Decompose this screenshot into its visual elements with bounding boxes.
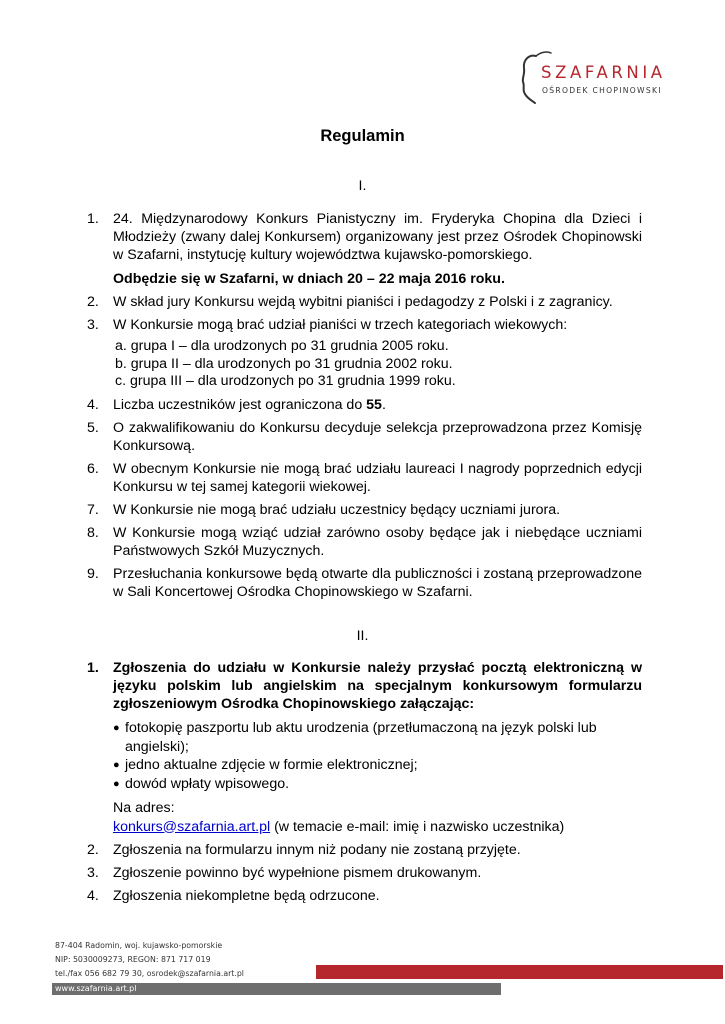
list-item: 3. Zgłoszenie powinno być wypełnione pismem drukowanym.: [87, 865, 482, 881]
footer-tax-ids: NIP: 5030009273, REGON: 871 717 019: [55, 955, 211, 964]
list-item: 8. W Konkursie mogą wziąć udział zarówno osoby będące jak i niebędące uczniami Państwowych Szkół Muzycznych.: [87, 524, 642, 559]
list-item: 7. W Konkursie nie mogą brać udziału uczestnicy będący uczniami jurora.: [87, 501, 561, 518]
footer-red-bar: [316, 965, 723, 979]
list-item: 4. Liczba uczestników jest ograniczona do 55.: [87, 396, 386, 413]
list-item: 6. W obecnym Konkursie nie mogą brać udziału laureaci I nagrody poprzednich edycji Konkursu w tej samej kategorii wiekowej.: [87, 460, 642, 495]
bullet-icon: ●: [113, 722, 120, 734]
footer-website-link[interactable]: www.szafarnia.art.pl: [55, 984, 137, 993]
list-item: 3. W Konkursie mogą brać udział pianiści w trzech kategoriach wiekowych: a. grupa I – dla urodzonych po 31 grudnia 2005 roku. b. grupa II – dla urodzonych po 31 grudnia 2002 roku. c. grupa III – dla urodzonych po 31 grudnia 1999 roku.: [87, 316, 642, 391]
bullet-item: ● jedno aktualne zdjęcie w formie elektronicznej;: [113, 757, 418, 773]
age-categories: a. grupa I – dla urodzonych po 31 grudnia 2005 roku. b. grupa II – dla urodzonych po 31 grudnia 2002 roku. c. grupa III – dla urodzonych po 31 grudnia 1999 roku.: [115, 338, 456, 389]
bullet-icon: ●: [113, 759, 120, 771]
bullet-item: ● fotokopię paszportu lub aktu urodzenia (przetłumaczoną na język polski lub angielski);: [113, 720, 597, 755]
section-1-list: [87, 210, 642, 606]
list-item: 1. Zgłoszenia do udziału w Konkursie należy przysłać pocztą elektroniczną w języku polskim lub angielskim na specjalnym konkursowym formularzu zgłoszeniowym Ośrodka Chopinowskiego załączając: ● fotokopię paszportu lub aktu urodzenia (przetłumaczoną na język polski lub angielski); ● jedno aktualne zdjęcie w formie elektronicznej; ● dowód wpłaty wpisowego. Na adres: konkurs@szafarnia.art.pl (w temacie e-mail: imię i nazwisko uczestnika): [87, 660, 642, 835]
section-2-heading: II.: [356, 628, 369, 644]
footer-contact: tel./fax 056 682 79 30, osrodek@szafarnia.art.pl: [55, 969, 244, 978]
section-1-heading: I.: [358, 178, 367, 194]
competition-dates: Odbędzie się w Szafarni, w dniach 20 – 22 maja 2016 roku.: [113, 271, 505, 287]
bullet-icon: ●: [113, 777, 120, 790]
address-block: Na adres: konkurs@szafarnia.art.pl (w temacie e-mail: imię i nazwisko uczestnika): [113, 800, 565, 835]
logo-name: SZAFARNIA: [541, 63, 666, 82]
list-item: 5. O zakwalifikowaniu do Konkursu decyduje selekcja przeprowadzona przez Komisję Konkursową.: [87, 419, 642, 454]
section-2-list: [87, 659, 642, 910]
logo: [519, 48, 666, 108]
list-item: 9. Przesłuchania konkursowe będą otwarte dla publiczności i zostaną przeprowadzone w Sali Koncertowej Ośrodka Chopinowskiego w Szafarni.: [87, 565, 642, 600]
logo-subtitle: OŚRODEK CHOPINOWSKI: [542, 86, 662, 95]
email-link[interactable]: konkurs@szafarnia.art.pl: [113, 818, 271, 835]
page-title: Regulamin: [320, 127, 405, 145]
footer-address: 87-404 Radomin, woj. kujawsko-pomorskie: [55, 941, 223, 950]
list-item: 1. 24. Międzynarodowy Konkurs Pianistyczny im. Fryderyka Chopina dla Dzieci i Młodzieży (zwany dalej Konkursem) organizowany jest przez Ośrodek Chopinowski w Szafarni, instytucję kultury województwa kujawsko-pomorskiego. Odbędzie się w Szafarni, w dniach 20 – 22 maja 2016 roku.: [87, 211, 642, 287]
list-item: 2. W skład jury Konkursu wejdą wybitni pianiści i pedagodzy z Polski i z zagranicy.: [87, 294, 613, 310]
list-item: 2. Zgłoszenia na formularzu innym niż podany nie zostaną przyjęte.: [87, 842, 521, 858]
bullet-item: ● dowód wpłaty wpisowego.: [113, 775, 290, 792]
attachments-list: [113, 719, 642, 793]
list-item: 4. Zgłoszenia niekompletne będą odrzucone.: [87, 888, 380, 904]
